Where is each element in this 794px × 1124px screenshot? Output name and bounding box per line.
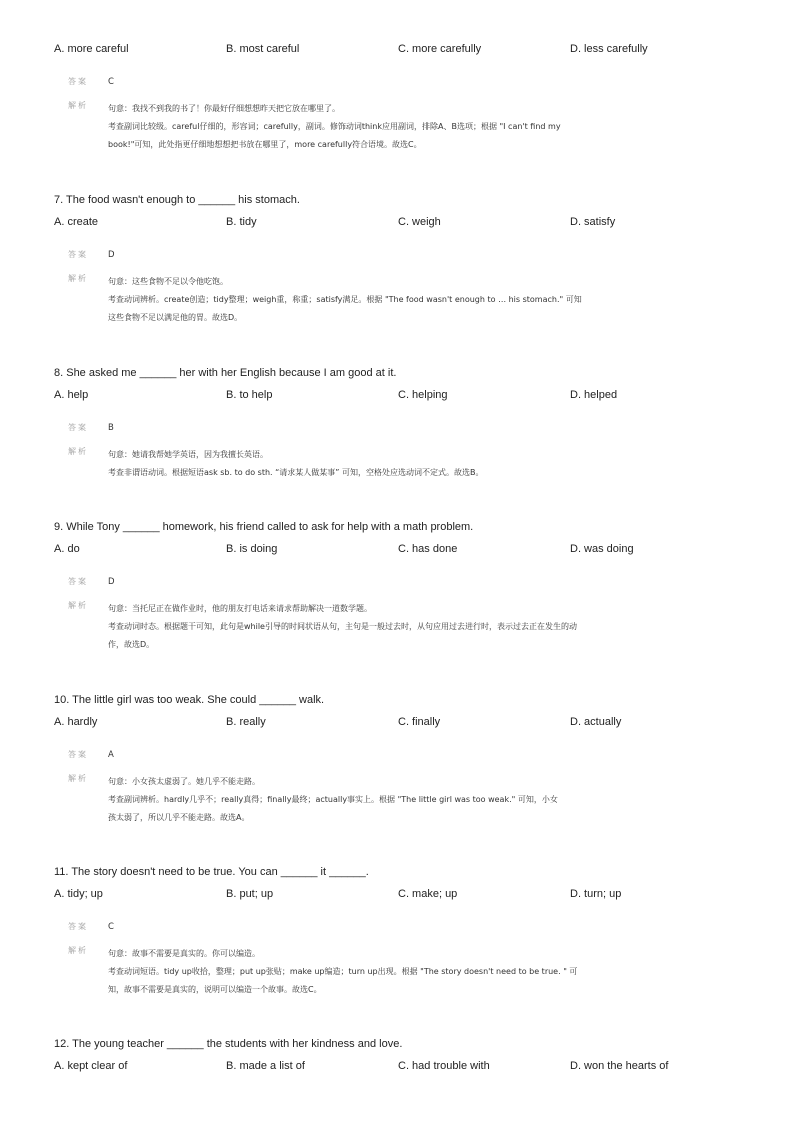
option-d: D. won the hearts of xyxy=(570,1060,669,1072)
explanation-line: 句意：当托尼正在做作业时，他的朋友打电话来请求帮助解决一道数学题。 xyxy=(108,604,372,613)
options-row xyxy=(54,42,734,56)
answer-label: 答案 xyxy=(68,577,88,586)
option-a: A. create xyxy=(54,216,99,228)
explanation-line: 孩太弱了，所以几乎不能走路。故选A。 xyxy=(108,813,250,822)
analysis-label: 解析 xyxy=(68,946,88,955)
analysis-label: 解析 xyxy=(68,447,88,456)
explanation-line: 句意：小女孩太虚弱了。她几乎不能走路。 xyxy=(108,777,260,786)
option-c: C. more carefully xyxy=(398,43,482,55)
answer-label: 答案 xyxy=(68,250,88,259)
explanation xyxy=(108,446,734,482)
answer-label: 答案 xyxy=(68,423,88,432)
option-d: D. was doing xyxy=(570,543,634,555)
explanation-line: 考查非谓语动词。根据短语ask sb. to do sth. “请求某人做某事” 可知，空格处应选动词不定式。故选B。 xyxy=(108,468,484,477)
analysis-label: 解析 xyxy=(68,274,88,283)
question-12 xyxy=(54,1037,734,1073)
explanation-line: 这些食物不足以满足他的胃。故选D。 xyxy=(108,313,243,322)
answer-value: D xyxy=(108,577,115,587)
explanation xyxy=(108,600,734,654)
option-c: C. finally xyxy=(398,716,441,728)
options-row xyxy=(54,715,734,729)
analysis-label: 解析 xyxy=(68,601,88,610)
options-row xyxy=(54,388,734,402)
option-b: B. to help xyxy=(226,389,273,401)
option-c: C. make; up xyxy=(398,888,458,900)
question-stem: 11. The story doesn't need to be true. You can ______ it ______. xyxy=(54,866,369,878)
question-8 xyxy=(54,366,734,482)
answer-label: 答案 xyxy=(68,77,88,86)
explanation-line: 考查动词辨析。create创造；tidy整理；weigh重，称重；satisfy满足。根据 "The food wasn't enough to … his stomach." 可知 xyxy=(108,295,582,304)
question-stem: 9. While Tony ______ homework, his friend called to ask for help with a math problem. xyxy=(54,521,474,533)
question-6-continued xyxy=(54,42,734,154)
analysis-label: 解析 xyxy=(68,101,88,110)
solution-box xyxy=(68,422,734,482)
options-row xyxy=(54,887,734,901)
explanation xyxy=(108,100,734,154)
option-a: A. more careful xyxy=(54,43,129,55)
solution-box xyxy=(68,576,734,654)
answer-value: A xyxy=(108,750,114,760)
explanation-line: 考查副词比较级。careful仔细的，形容词；carefully，副词。修饰动词think应用副词，排除A、B选项；根据 "I can't find my xyxy=(108,122,561,131)
options-row xyxy=(54,215,734,229)
option-b: B. really xyxy=(226,716,266,728)
option-a: A. hardly xyxy=(54,716,98,728)
option-c: C. weigh xyxy=(398,216,441,228)
options-row xyxy=(54,542,734,556)
option-b: B. made a list of xyxy=(226,1060,305,1072)
option-b: B. tidy xyxy=(226,216,257,228)
question-stem: 7. The food wasn't enough to ______ his stomach. xyxy=(54,194,300,206)
option-c: C. had trouble with xyxy=(398,1060,490,1072)
answer-value: C xyxy=(108,922,114,932)
explanation-line: 句意：故事不需要是真实的。你可以编造。 xyxy=(108,949,260,958)
option-d: D. satisfy xyxy=(570,216,616,228)
explanation-line: 考查动词短语。tidy up收拾，整理；put up张贴；make up编造；turn up出现。根据 "The story doesn't need to be true. " 可 xyxy=(108,967,578,976)
option-d: D. helped xyxy=(570,389,618,401)
question-stem: 12. The young teacher ______ the students with her kindness and love. xyxy=(54,1038,403,1050)
question-9 xyxy=(54,520,734,654)
question-stem: 8. She asked me ______ her with her English because I am good at it. xyxy=(54,367,397,379)
explanation-line: 句意：她请我帮她学英语，因为我擅长英语。 xyxy=(108,450,268,459)
analysis-label: 解析 xyxy=(68,774,88,783)
explanation-line: 考查动词时态。根据题干可知，此句是while引导的时间状语从句，主句是一般过去时，从句应用过去进行时，表示过去正在发生的动 xyxy=(108,622,577,631)
explanation-line: 考查副词辨析。hardly几乎不；really真得；finally最终；actually事实上。根据 "The little girl was too weak." 可知，小女 xyxy=(108,795,558,804)
explanation-line: 知，故事不需要是真实的，说明可以编造一个故事。故选C。 xyxy=(108,985,322,994)
explanation-line: 句意：我找不到我的书了！你最好仔细想想昨天把它放在哪里了。 xyxy=(108,104,340,113)
answer-value: B xyxy=(108,423,114,433)
answer-value: D xyxy=(108,250,115,260)
solution-box xyxy=(68,749,734,827)
question-10 xyxy=(54,693,734,827)
answer-value: C xyxy=(108,77,114,87)
explanation xyxy=(108,945,734,999)
option-a: A. kept clear of xyxy=(54,1060,128,1072)
option-b: B. is doing xyxy=(226,543,278,555)
option-c: C. has done xyxy=(398,543,458,555)
answer-label: 答案 xyxy=(68,922,88,931)
question-7 xyxy=(54,193,734,327)
explanation xyxy=(108,773,734,827)
explanation-line: 作，故选D。 xyxy=(108,640,155,649)
option-d: D. actually xyxy=(570,716,622,728)
solution-box xyxy=(68,76,734,154)
option-a: A. do xyxy=(54,543,80,555)
option-a: A. tidy; up xyxy=(54,888,103,900)
question-11 xyxy=(54,865,734,999)
option-d: D. turn; up xyxy=(570,888,622,900)
question-stem: 10. The little girl was too weak. She could ______ walk. xyxy=(54,694,325,706)
explanation-line: book!"可知，此处指更仔细地想想把书放在哪里了，more carefully符合语境。故选C。 xyxy=(108,140,422,149)
solution-box xyxy=(68,921,734,999)
explanation-line: 句意：这些食物不足以令他吃饱。 xyxy=(108,277,228,286)
option-b: B. most careful xyxy=(226,43,300,55)
option-b: B. put; up xyxy=(226,888,274,900)
explanation xyxy=(108,273,734,327)
solution-box xyxy=(68,249,734,327)
options-row xyxy=(54,1059,734,1073)
answer-label: 答案 xyxy=(68,750,88,759)
option-c: C. helping xyxy=(398,389,448,401)
option-a: A. help xyxy=(54,389,89,401)
option-d: D. less carefully xyxy=(570,43,648,55)
